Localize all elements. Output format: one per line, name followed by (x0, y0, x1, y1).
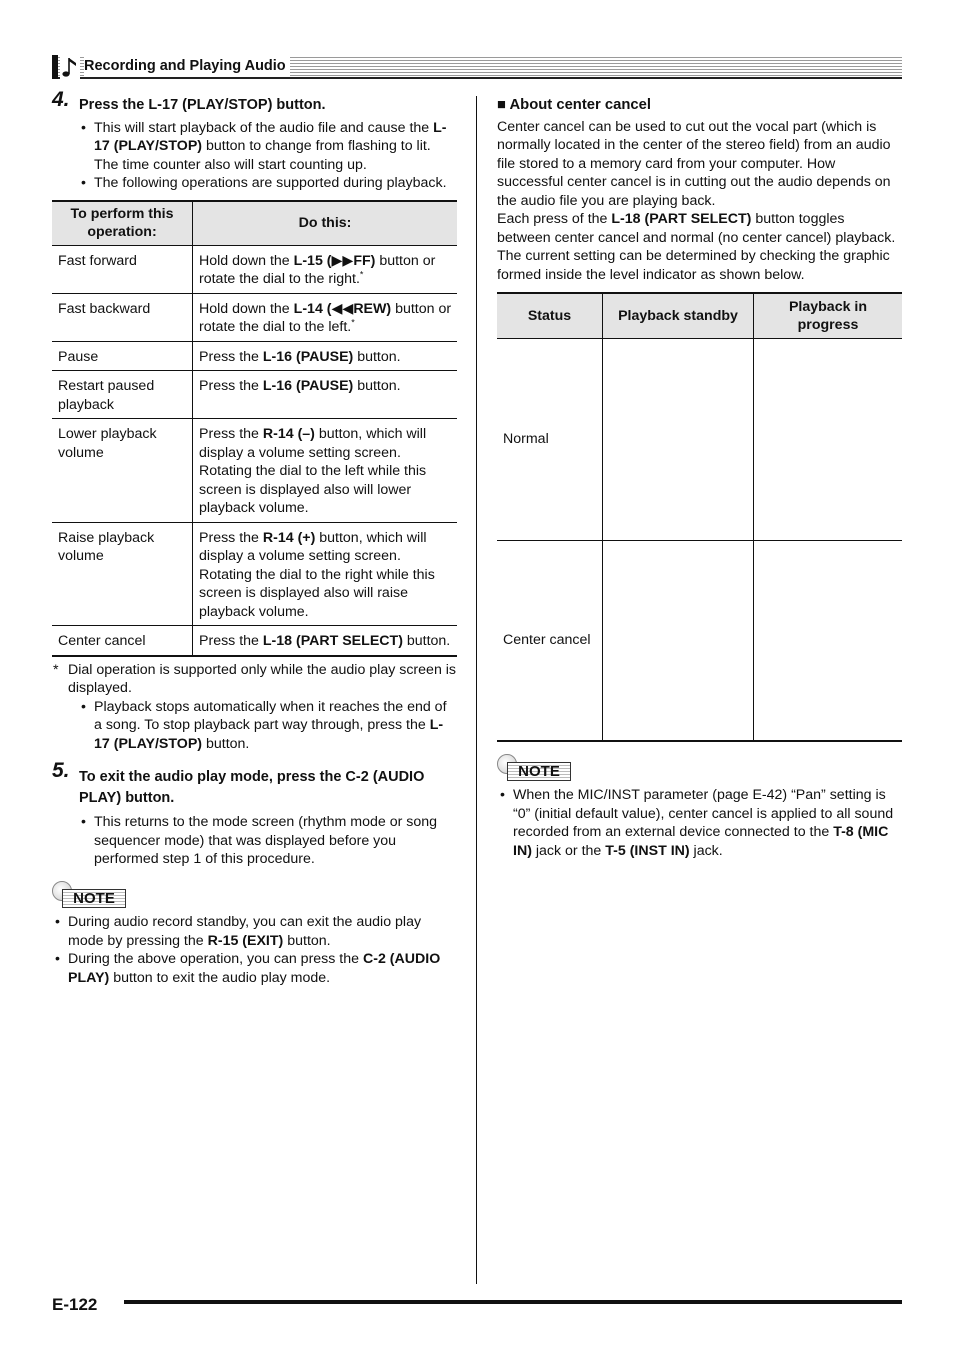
operations-table (52, 200, 457, 657)
display-cell (754, 339, 903, 541)
operation-cell: Raise playback volume (52, 522, 193, 626)
header-title: Recording and Playing Audio (84, 57, 290, 76)
operation-cell: Center cancel (52, 626, 193, 656)
bullet-item: • This will start playback of the audio file and cause the L-17 (PLAY/STOP) button to change from flashing to lit. The time counter also will start counting up. (52, 119, 457, 175)
action-cell: Press the L-18 (PART SELECT) button. (193, 626, 458, 656)
section-heading: ■ About center cancel (497, 97, 651, 113)
table-row (497, 339, 902, 541)
bullet-item: • Playback stops automatically when it reaches the end of a song. To stop playback part way through, press the L-17 (PLAY/STOP) button. (52, 698, 457, 754)
table-row (52, 293, 457, 341)
bullet-item: • During the above operation, you can press the C-2 (AUDIO PLAY) button to exit the audio play mode. (52, 950, 457, 987)
status-label: Normal (497, 339, 603, 541)
table-header-in-progress: Playback in progress (754, 293, 903, 339)
level-indicator-display (613, 416, 743, 464)
table-header-standby: Playback standby (603, 293, 754, 339)
display-cell (754, 541, 903, 741)
level-indicator-display (763, 681, 893, 729)
operation-cell: Fast forward (52, 245, 193, 293)
header-bottom-rule (52, 77, 902, 79)
table-row (497, 541, 902, 741)
step-4-bullets (52, 119, 457, 193)
step-number: 5. (52, 759, 70, 782)
music-note-icon (60, 55, 80, 79)
footnote: * Dial operation is supported only while the audio play screen is displayed. (53, 661, 457, 696)
table-header-status: Status (497, 293, 603, 339)
paragraph: Each press of the L-18 (PART SELECT) button toggles between center cancel and normal (no center cancel) playback. The current setting can be determined by checking the graphic formed inside the level indicator as shown below. (497, 211, 896, 283)
section-header (52, 55, 902, 79)
display-cell (603, 339, 754, 541)
table-header-operation: To perform this operation: (52, 201, 193, 246)
right-column (497, 96, 902, 860)
operation-cell: Fast backward (52, 293, 193, 341)
level-indicator-display (613, 616, 743, 664)
step-4-heading (52, 88, 457, 115)
step-title: To exit the audio play mode, press the C-2 (AUDIO PLAY) button. (79, 769, 425, 806)
page-number: E-122 (52, 1295, 98, 1314)
footer-rule (124, 1300, 902, 1304)
table-row (52, 341, 457, 371)
status-label: Center cancel (497, 541, 603, 741)
table-row (52, 522, 457, 626)
column-divider (476, 96, 477, 1284)
operations-table-body (52, 245, 457, 656)
operation-cell: Pause (52, 341, 193, 371)
table-row (52, 626, 457, 656)
step-number: 4. (52, 88, 70, 111)
action-cell: Press the R-14 (–) button, which will display a volume setting screen. Rotating the dial to the left while this screen is displayed also will lower playback volume. (193, 419, 458, 523)
note-badge: NOTE (497, 754, 902, 786)
level-indicator-display (763, 617, 893, 665)
table-header-action: Do this: (193, 201, 458, 246)
table-row (52, 371, 457, 419)
note-badge: NOTE (52, 881, 457, 913)
playback-stop-bullet (52, 698, 457, 754)
paragraph: Center cancel can be used to cut out the vocal part (which is normally located in the center of the stereo field) from an audio file stored to a memory card from your computer. How successful center cancel is in cutting out the audio depends on the audio file you are playing back. (497, 118, 891, 209)
action-cell: Hold down the L-15 (▶▶FF) button or rotate the dial to the right.* (193, 245, 458, 293)
level-indicator-display (763, 417, 893, 465)
operation-cell: Restart paused playback (52, 371, 193, 419)
action-cell: Hold down the L-14 (◀◀REW) button or rotate the dial to the left.* (193, 293, 458, 341)
note-bullets (52, 913, 457, 987)
level-indicator-display (763, 553, 893, 601)
table-row (52, 245, 457, 293)
step-5-bullets (52, 813, 457, 869)
level-indicator-display (763, 353, 893, 401)
header-black-mark (52, 55, 58, 79)
action-cell: Press the R-14 (+) button, which will display a volume setting screen. Rotating the dial to the right while this screen is displayed also will raise playback volume. (193, 522, 458, 626)
operation-cell: Lower playback volume (52, 419, 193, 523)
step-5-heading (52, 759, 457, 809)
level-indicator-display (763, 481, 893, 529)
action-cell: Press the L-16 (PAUSE) button. (193, 371, 458, 419)
left-column (52, 88, 457, 987)
display-cell (603, 541, 754, 741)
table-row (52, 419, 457, 523)
action-cell: Press the L-16 (PAUSE) button. (193, 341, 458, 371)
note-bullets (497, 786, 902, 860)
bullet-item: • The following operations are supported during playback. (52, 174, 457, 193)
bullet-item: • This returns to the mode screen (rhythm mode or song sequencer mode) that was displayed before you performed step 1 of this procedure. (52, 813, 457, 869)
bullet-item: • During audio record standby, you can exit the audio play mode by pressing the R-15 (EXIT) button. (52, 913, 457, 950)
step-title: Press the L-17 (PLAY/STOP) button. (79, 97, 326, 113)
bullet-item: • When the MIC/INST parameter (page E-42) “Pan” setting is “0” (initial default value), center cancel is applied to all sound recorded from an external device connected to the T-8 (MIC IN) jack or the T-5 (INST IN) jack. (497, 786, 902, 860)
center-cancel-status-table (497, 292, 902, 742)
